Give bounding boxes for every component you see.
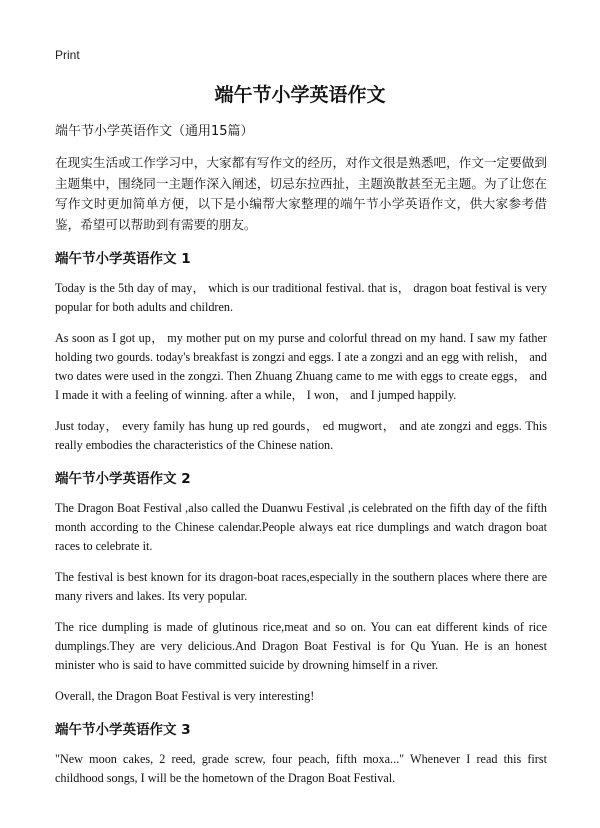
section-heading-1: 端午节小学英语作文 1: [55, 251, 191, 267]
section-2-paragraph-3: The rice dumpling is made of glutinous rice,meat and so on. You can eat different kinds of rice dumplings.They are very delicious.And Dragon Boat Festival is for Qu Yuan. He is an honest minister who is said to have committed suicide by drowning himself in a river.: [55, 620, 547, 672]
section-heading-3: 端午节小学英语作文 3: [55, 722, 191, 738]
section-3-paragraph-1: "New moon cakes, 2 reed, grade screw, four peach, fifth moxa..." Whenever I read this first childhood songs, I will be the hometown of the Dragon Boat Festival.: [55, 752, 547, 785]
section-2-paragraph-4: Overall, the Dragon Boat Festival is very interesting!: [55, 689, 315, 703]
section-2-paragraph-2: The festival is best known for its dragon-boat races,especially in the southern places where there are many rivers and lakes. Its very popular.: [55, 570, 547, 603]
section-heading-2: 端午节小学英语作文 2: [55, 471, 191, 487]
print-link[interactable]: Print: [55, 48, 80, 62]
section-1-paragraph-1: Today is the 5th day of may， which is our traditional festival. that is， dragon boat festival is very popular for both adults and children.: [55, 281, 547, 314]
section-1-paragraph-2: As soon as I got up， my mother put on my purse and colorful thread on my hand. I saw my father holding two gourds. today's breakfast is zongzi and eggs. I ate a zongzi and an egg with relish， and two dates were used in the zongzi. Then Zhuang Zhuang came to me with eggs to create eggs， and I made it with a feeling of winning. after a while， I won， and I jumped happily.: [55, 331, 547, 402]
document-subtitle: 端午节小学英语作文（通用15篇）: [55, 124, 254, 139]
page-title: 端午节小学英语作文: [214, 84, 386, 106]
document-body: [55, 120, 547, 800]
intro-paragraph: 在现实生活或工作学习中，大家都有写作文的经历，对作文很是熟悉吧，作文一定要做到主题集中，围绕同一主题作深入阐述，切忌东拉西扯，主题涣散甚至无主题。为了让您在写作文时更加简单方便，以下是小编帮大家整理的端午节小学英语作文，供大家参考借鉴，希望可以帮助到有需要的朋友。: [55, 155, 547, 232]
section-1-paragraph-3: Just today， every family has hung up red gourds， ed mugwort， and ate zongzi and eggs. This really embodies the characteristics of the Chinese nation.: [55, 419, 547, 452]
section-2-paragraph-1: The Dragon Boat Festival ,also called the Duanwu Festival ,is celebrated on the fifth day of the fifth month according to the Chinese calendar.People always eat rice dumplings and watch dragon boat races to celebrate it.: [55, 501, 547, 553]
